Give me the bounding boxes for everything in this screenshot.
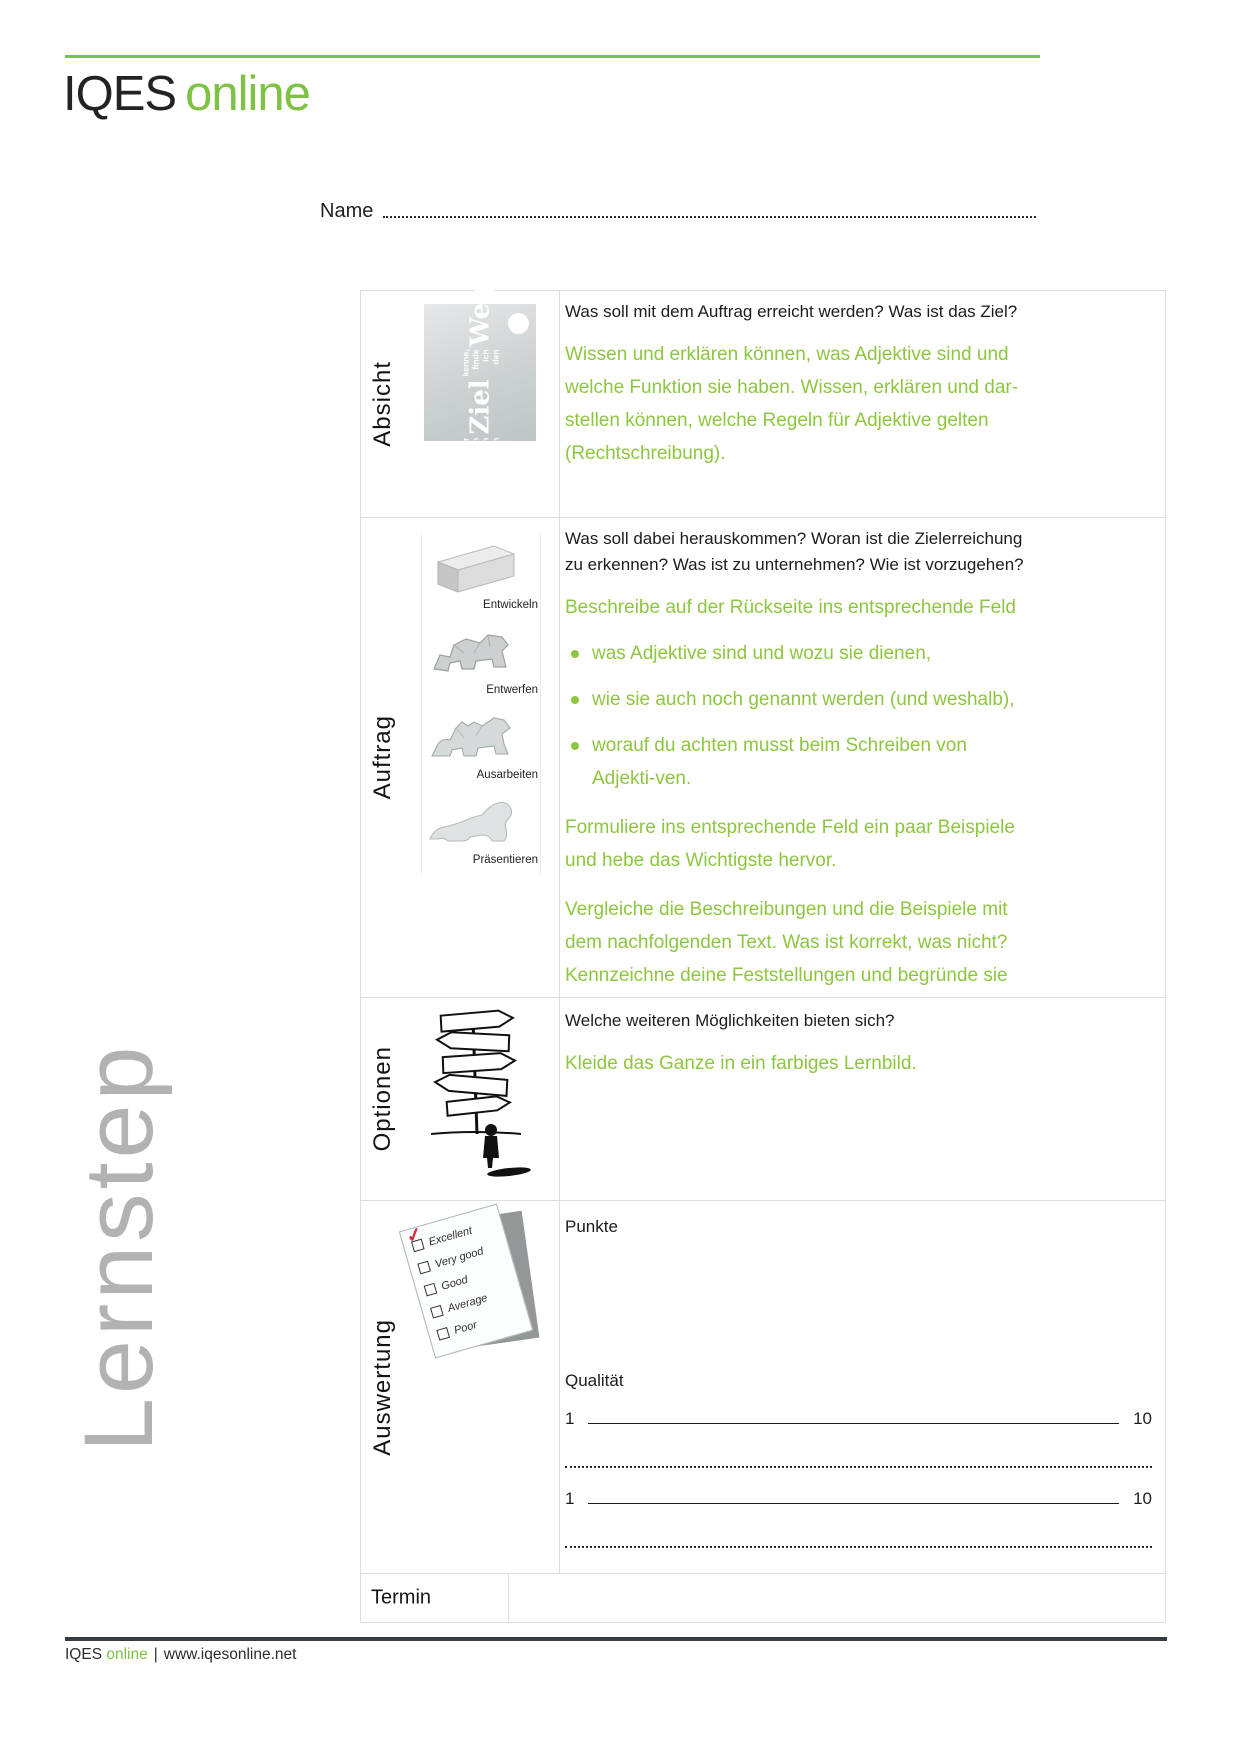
absicht-label-wrap <box>369 291 397 517</box>
lernstep-table <box>360 284 1166 1623</box>
checklist-item-label: Good <box>439 1273 470 1293</box>
header-rule <box>65 55 1040 58</box>
step-caption: Ausarbeiten <box>476 769 538 781</box>
optionen-label-cell <box>361 998 560 1200</box>
carving-steps-image <box>421 534 541 874</box>
scale-min-label: 1 <box>565 1489 575 1508</box>
finished-cat-icon <box>424 795 524 853</box>
scale-min-label: 1 <box>565 1409 575 1428</box>
absicht-answer: Wissen und erklären können, was Adjektive sind und welche Funktion sie haben. Wissen, erklären und dar-stellen können, welche Regeln für Adjektive gelten (Rechtschreibung). <box>565 344 1019 464</box>
termin-label: Termin <box>371 1586 432 1609</box>
optionen-content-cell <box>560 998 1165 1200</box>
wood-block-icon <box>424 540 524 598</box>
ziel-big-word: Ziel <box>465 379 496 435</box>
qualitaet-label: Qualität <box>565 1371 624 1390</box>
footer-url: www.iqesonline.net <box>163 1646 297 1663</box>
auftrag-label: Auftrag <box>369 715 396 800</box>
quality-dotted-line-2[interactable] <box>565 1526 1152 1548</box>
name-label: Name <box>320 200 374 222</box>
ziel-circle-decoration <box>508 313 529 334</box>
punkte-label: Punkte <box>565 1217 618 1236</box>
checklist-item-label: Very good <box>433 1244 485 1271</box>
checklist-item-label: Average <box>446 1291 489 1315</box>
ziel-word: kenne, <box>460 349 471 377</box>
auftrag-content-cell <box>560 518 1165 997</box>
scale-max-label: 10 <box>1133 1489 1152 1508</box>
side-title: Lernstep <box>64 1042 173 1452</box>
auftrag-question: Was soll dabei herauskommen? Woran ist die Zielerreichung zu erkennen? Was ist zu unternehmen? Wie ist vorzugehen? <box>565 529 1024 574</box>
auftrag-bullet-1: was Adjektive sind und wozu sie dienen, <box>565 637 1029 670</box>
rating-checklist-image <box>403 1207 547 1359</box>
row-absicht <box>361 284 1165 518</box>
footer-separator: | <box>153 1646 158 1663</box>
scale-max-label: 10 <box>1133 1409 1152 1428</box>
auftrag-intro: Beschreibe auf der Rückseite ins entsprechende Feld <box>565 597 1016 618</box>
checkbox-icon <box>424 1283 438 1297</box>
rough-cat-icon <box>424 625 524 683</box>
row-auftrag <box>361 518 1165 998</box>
step-entwerfen <box>422 619 540 704</box>
absicht-content-cell <box>560 291 1165 517</box>
checkbox-icon <box>403 1223 426 1253</box>
auftrag-para-vergleiche: Vergleiche die Beschreibungen und die Beispiele mit dem nachfolgenden Text. Was ist korrekt, was nicht? Kennzeichne deine Feststellungen und begründe sie <box>565 899 1008 986</box>
ziel-word: finde ich <box>470 349 491 370</box>
weg-big-word: Weg <box>465 284 496 347</box>
row-optionen <box>361 998 1165 1201</box>
absicht-question: Was soll mit dem Auftrag erreicht werden? Was ist das Ziel? <box>565 302 1018 321</box>
auftrag-bullet-2: wie sie auch noch genannt werden (und weshalb), <box>565 683 1029 716</box>
step-caption: Entwickeln <box>483 599 538 611</box>
iqes-logo <box>63 66 310 122</box>
footer-brand-iqes: IQES <box>65 1646 103 1663</box>
ziel-word: wenn ich <box>470 437 491 460</box>
ziel-small-words-1 <box>461 438 501 460</box>
step-entwickeln <box>422 534 540 619</box>
optionen-answer: Kleide das Ganze in ein farbiges Lernbild. <box>565 1053 917 1074</box>
optionen-label-wrap <box>369 998 397 1200</box>
optionen-question: Welche weiteren Möglichkeiten bieten sich? <box>565 1011 895 1030</box>
auftrag-bullet-3: worauf du achten musst beim Schreiben von Adjekti-ven. <box>565 729 1029 795</box>
optionen-label: Optionen <box>369 1046 396 1152</box>
red-check-icon: ✓ <box>403 1223 426 1249</box>
step-caption: Präsentieren <box>472 854 538 866</box>
ziel-wordcloud-image <box>424 284 536 460</box>
name-field-row <box>320 200 1036 223</box>
auswertung-content-cell <box>560 1201 1165 1573</box>
auftrag-para-beispiele: Formuliere ins entsprechende Feld ein paar Beispiele und hebe das Wichtigste hervor. <box>565 817 1015 871</box>
footer-brand-online: online <box>106 1646 148 1663</box>
ziel-small-words-2 <box>461 349 501 376</box>
footer <box>65 1646 296 1664</box>
quality-scale-row-1 <box>565 1407 1152 1429</box>
auswertung-label-cell <box>361 1201 560 1573</box>
auftrag-bullet-list <box>565 637 1029 795</box>
checkbox-icon <box>430 1305 444 1319</box>
step-caption: Entwerfen <box>486 684 538 696</box>
ziel-word: Nur <box>460 437 471 453</box>
logo-text-online: online <box>185 67 310 121</box>
auftrag-label-cell <box>361 518 560 997</box>
name-input-line[interactable] <box>383 216 1036 218</box>
termin-label-cell <box>361 1574 509 1622</box>
logo-text-iqes: IQES <box>63 67 177 121</box>
quality-scale-row-2 <box>565 1487 1152 1509</box>
step-praesentieren <box>422 789 540 874</box>
quality-fill-line-1[interactable] <box>588 1423 1119 1424</box>
checklist-item-label: Poor <box>452 1318 479 1337</box>
quality-fill-line-2[interactable] <box>588 1503 1119 1504</box>
row-termin <box>361 1574 1165 1622</box>
auswertung-label: Auswertung <box>369 1318 396 1456</box>
auswertung-label-wrap <box>369 1201 397 1573</box>
row-auswertung <box>361 1201 1165 1574</box>
ziel-word: mein <box>490 437 501 458</box>
checkbox-icon <box>417 1261 431 1275</box>
step-ausarbeiten <box>422 704 540 789</box>
termin-value-cell[interactable] <box>509 1574 1165 1622</box>
signpost-icon <box>413 1006 538 1186</box>
ziel-word: den <box>490 349 501 365</box>
auftrag-label-wrap <box>369 518 397 997</box>
absicht-label-cell <box>361 284 560 517</box>
absicht-label: Absicht <box>369 361 396 447</box>
checklist-item-label: Excellent <box>427 1224 474 1248</box>
carved-cat-icon <box>424 710 524 768</box>
quality-dotted-line-1[interactable] <box>565 1446 1152 1468</box>
checkbox-icon <box>436 1327 450 1341</box>
footer-rule <box>65 1637 1167 1641</box>
